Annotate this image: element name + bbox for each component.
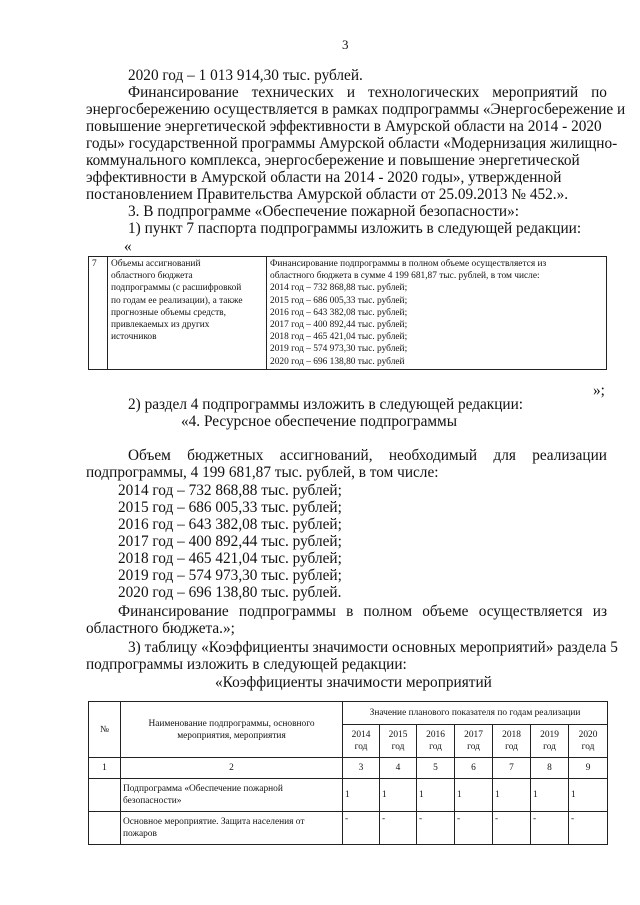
word: необходимый	[388, 447, 478, 464]
year-line: 2020 год – 696 138,80 тыс. рублей.	[118, 584, 342, 601]
row-number-cell: 7	[89, 257, 108, 370]
word: подпрограммы	[238, 603, 336, 620]
paragraph-line: годы» государственной программы Амурской области «Модернизация жилищно-	[86, 135, 618, 152]
year-line: 2019 год – 574 973,30 тыс. рублей;	[118, 567, 342, 584]
word: реализации	[532, 447, 607, 464]
word: ассигнований,	[279, 447, 373, 464]
section-4-title: «4. Ресурсное обеспечение подпрограммы	[181, 413, 457, 430]
word: для	[493, 447, 516, 464]
index-cell: 8	[531, 758, 569, 779]
header-num: №	[89, 702, 121, 758]
coefficients-table	[88, 701, 608, 845]
item-3-heading: 3. В подпрограмме «Обеспечение пожарной безопасности»:	[128, 203, 519, 220]
header-year: 2020 год	[569, 725, 608, 758]
value-cell: 1	[493, 779, 531, 812]
value-cell: Финансирование подпрограммы в полном объеме осуществляется из областного бюджета в сумме 4 199 681,87 тыс. рублей, в том числе: 2014 год – 732 868,88 тыс. рублей; 2015 год – 686 005,33 тыс. рублей; 2016 год – 643 382,08 тыс. рублей; 2017 год – 400 892,44 тыс. рублей; 2018 год – 465 421,04 тыс. рублей; 2019 год – 574 973,30 тыс. рублей; 2020 год – 696 138,80 тыс. рублей	[267, 257, 607, 370]
word: объеме	[422, 603, 469, 620]
value-cell: -	[455, 812, 493, 845]
index-cell: 9	[569, 758, 608, 779]
index-row	[89, 758, 608, 779]
row-name-cell: Подпрограмма «Обеспечение пожарной безопасности»	[121, 779, 343, 812]
word: Финансирование	[118, 603, 229, 620]
paragraph-line: коммунального комплекса, энергосбережение и повышение энергетической	[86, 152, 580, 169]
value-cell: 1	[531, 779, 569, 812]
open-quote: «	[124, 238, 132, 255]
header-name: Наименование подпрограммы, основного мероприятия, мероприятия	[121, 702, 343, 758]
passport-table	[88, 256, 607, 370]
value-cell: -	[417, 812, 455, 845]
value-cell: 1	[343, 779, 380, 812]
word: технологических	[368, 84, 480, 101]
header-year: 2014 год	[343, 725, 380, 758]
value-cell: -	[569, 812, 608, 845]
word: бюджетных	[187, 447, 264, 464]
paragraph-line: эффективности в Амурской области на 2014 - 2020 годы», утвержденной	[86, 169, 562, 186]
index-cell: 2	[121, 758, 343, 779]
paragraph-line: энергосбережению осуществляется в рамках подпрограммы «Энергосбережение и	[86, 101, 626, 118]
header-year: 2019 год	[531, 725, 569, 758]
value-cell: -	[380, 812, 417, 845]
close-quote: »;	[593, 382, 605, 399]
index-cell: 6	[455, 758, 493, 779]
item-3-3-line-2: подпрограммы изложить в следующей редакции:	[86, 656, 407, 673]
paragraph-line: постановлением Правительства Амурской области от 25.09.2013 № 452.».	[86, 186, 569, 203]
paragraph-line: 2020 год – 1 013 914,30 тыс. рублей.	[128, 67, 363, 84]
value-cell: -	[531, 812, 569, 845]
row-name-cell: Основное мероприятие. Защита населения от пожаров	[121, 812, 343, 845]
index-cell: 3	[343, 758, 380, 779]
row-num-cell	[89, 812, 121, 845]
header-group: Значение планового показателя по годам реализации	[343, 702, 608, 725]
value-cell: 1	[569, 779, 608, 812]
item-3-1: 1) пункт 7 паспорта подпрограммы изложить в следующей редакции:	[128, 220, 582, 237]
value-cell: 1	[417, 779, 455, 812]
word: осуществляется	[478, 603, 583, 620]
item-3-3-line-1: 3) таблицу «Коэффициенты значимости основных мероприятий» раздела 5	[128, 639, 618, 656]
word: полном	[363, 603, 413, 620]
word: и	[346, 84, 356, 101]
value-cell: 1	[455, 779, 493, 812]
paragraph-1-line-1	[128, 84, 607, 101]
value-cell: -	[493, 812, 531, 845]
word: в	[346, 603, 354, 620]
year-line: 2018 год – 465 421,04 тыс. рублей;	[118, 550, 342, 567]
row-num-cell	[89, 779, 121, 812]
index-cell: 1	[89, 758, 121, 779]
table-row	[89, 257, 607, 370]
page-number: 3	[342, 37, 349, 52]
table-row	[89, 812, 608, 845]
header-year: 2015 год	[380, 725, 417, 758]
header-year: 2018 год	[493, 725, 531, 758]
label-cell: Объемы ассигнований областного бюджета подпрограммы (с расшифровкой по годам ее реализации), а также прогнозные объемы средств, привлекаемых из других источников	[108, 257, 267, 370]
paragraph-line: повышение энергетической эффективности в Амурской области на 2014 - 2020	[86, 118, 602, 135]
year-line: 2017 год – 400 892,44 тыс. рублей;	[118, 533, 342, 550]
word: технических	[251, 84, 334, 101]
index-cell: 7	[493, 758, 531, 779]
paragraph-line: областного бюджета.»;	[86, 620, 235, 637]
word: из	[592, 603, 607, 620]
year-line: 2015 год – 686 005,33 тыс. рублей;	[118, 499, 342, 516]
word: мероприятий	[492, 84, 579, 101]
header-year: 2017 год	[455, 725, 493, 758]
table-row	[89, 779, 608, 812]
table-header-row	[89, 702, 608, 725]
index-cell: 4	[380, 758, 417, 779]
value-cell: 1	[380, 779, 417, 812]
word: по	[591, 84, 607, 101]
paragraph-line: подпрограммы, 4 199 681,87 тыс. рублей, в том числе:	[86, 464, 439, 481]
item-3-2: 2) раздел 4 подпрограммы изложить в следующей редакции:	[128, 396, 524, 413]
paragraph-3-line-1	[118, 603, 607, 620]
word: Объем	[128, 447, 171, 464]
paragraph-2-line-1	[128, 447, 607, 464]
year-line: 2016 год – 643 382,08 тыс. рублей;	[118, 516, 342, 533]
year-line: 2014 год – 732 868,88 тыс. рублей;	[118, 482, 342, 499]
table-2-title: «Коэффициенты значимости мероприятий	[215, 674, 492, 691]
word: Финансирование	[128, 84, 239, 101]
index-cell: 5	[417, 758, 455, 779]
header-year: 2016 год	[417, 725, 455, 758]
value-cell: -	[343, 812, 380, 845]
